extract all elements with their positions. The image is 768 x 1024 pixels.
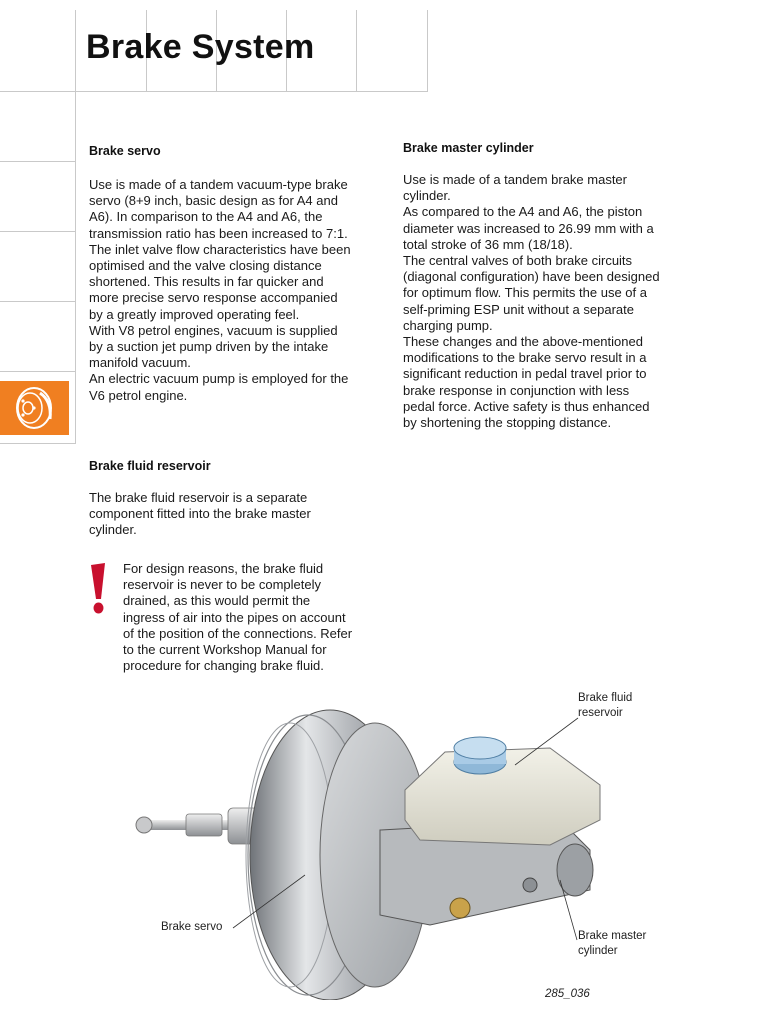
- text-line: total stroke of 36 mm (18/18).: [403, 236, 573, 252]
- header-divider: [0, 91, 428, 92]
- callout-line: reservoir: [578, 707, 623, 719]
- text-line: For design reasons, the brake fluid: [123, 561, 324, 576]
- text-line: more precise servo response accompanied: [89, 290, 338, 306]
- text-line: drained, as this would permit the: [123, 593, 311, 609]
- master-cylinder-heading: Brake master cylinder: [403, 141, 534, 155]
- text-line: These changes and the above-mentioned: [403, 334, 643, 350]
- side-divider: [0, 231, 75, 232]
- text-line: by shortening the stopping distance.: [403, 415, 612, 431]
- figure-id: 285_036: [545, 988, 590, 1000]
- text-line: manifold vacuum.: [89, 355, 191, 371]
- servo-heading: Brake servo: [89, 144, 161, 158]
- text-line: diameter was increased to 26.99 mm with a: [403, 220, 654, 236]
- text-line: shortened. This results in far quicker and: [89, 274, 324, 290]
- text-line: The central valves of both brake circuits: [403, 253, 633, 269]
- text-line: charging pump.: [403, 317, 493, 333]
- text-line: for optimum flow. This permits the use of a: [403, 285, 647, 301]
- text-line: component fitted into the brake master: [89, 506, 311, 522]
- text-line: Use is made of a tandem vacuum-type brake: [89, 177, 348, 192]
- text-line: V6 petrol engine.: [89, 387, 188, 403]
- side-divider: [0, 443, 75, 444]
- text-line: With V8 petrol engines, vacuum is supplied: [89, 322, 338, 338]
- text-line: significant reduction in pedal travel prior to: [403, 366, 647, 382]
- text-line: pedal force. Active safety is thus enhanced: [403, 398, 650, 414]
- text-line: (diagonal configuration) have been designed: [403, 269, 660, 285]
- text-line: by a greatly improved operating feel.: [89, 306, 300, 322]
- text-line: reservoir is never to be completely: [123, 577, 321, 593]
- text-line: cylinder.: [89, 522, 137, 538]
- text-line: cylinder.: [403, 188, 451, 204]
- text-line: Use is made of a tandem brake master: [403, 172, 627, 187]
- callout-brake-servo: Brake servo: [161, 921, 223, 933]
- text-line: servo (8+9 inch, basic design as for A4 and: [89, 193, 338, 209]
- brake-assembly-illustration: [130, 690, 620, 1000]
- text-line: to the current Workshop Manual for: [123, 642, 327, 658]
- header-vline: [427, 10, 428, 91]
- warning-block: [88, 562, 108, 623]
- callout-line: cylinder: [578, 945, 618, 957]
- warning-paragraph: [123, 561, 393, 674]
- callout-line: Brake fluid: [578, 692, 633, 704]
- text-line: ingress of air into the pipes on account: [123, 609, 346, 625]
- page-title: Brake System: [86, 28, 315, 66]
- text-line: modifications to the brake servo result in a: [403, 350, 647, 366]
- servo-paragraph: [89, 177, 389, 404]
- text-line: of the position of the connections. Refer: [123, 625, 353, 641]
- exclamation-icon: [88, 562, 108, 618]
- header-vline: [75, 10, 76, 444]
- text-line: by a suction jet pump driven by the intake: [89, 339, 329, 355]
- master-cylinder-paragraph: [403, 172, 713, 431]
- text-line: An electric vacuum pump is employed for the: [89, 371, 349, 387]
- callout-master-cylinder: [578, 929, 646, 959]
- callout-fluid-reservoir: [578, 691, 632, 721]
- side-divider: [0, 301, 75, 302]
- side-divider: [0, 371, 75, 372]
- text-line: The inlet valve flow characteristics have been: [89, 241, 351, 257]
- reservoir-heading: Brake fluid reservoir: [89, 459, 211, 473]
- text-line: The brake fluid reservoir is a separate: [89, 490, 308, 505]
- text-line: As compared to the A4 and A6, the piston: [403, 204, 643, 220]
- header-vline: [356, 10, 357, 91]
- callout-line: Brake master: [578, 930, 647, 942]
- text-line: A6). In comparison to the A4 and A6, the: [89, 209, 323, 225]
- text-line: procedure for changing brake fluid.: [123, 658, 324, 674]
- side-divider: [0, 161, 75, 162]
- text-line: brake response in conjunction with less: [403, 382, 630, 398]
- section-tab: [0, 381, 69, 435]
- text-line: self-priming ESP unit without a separate: [403, 301, 634, 317]
- brake-disc-icon: [0, 381, 69, 435]
- text-line: transmission ratio has been increased to 7:1.: [89, 225, 348, 241]
- reservoir-paragraph: [89, 490, 389, 539]
- text-line: optimised and the valve closing distance: [89, 258, 322, 274]
